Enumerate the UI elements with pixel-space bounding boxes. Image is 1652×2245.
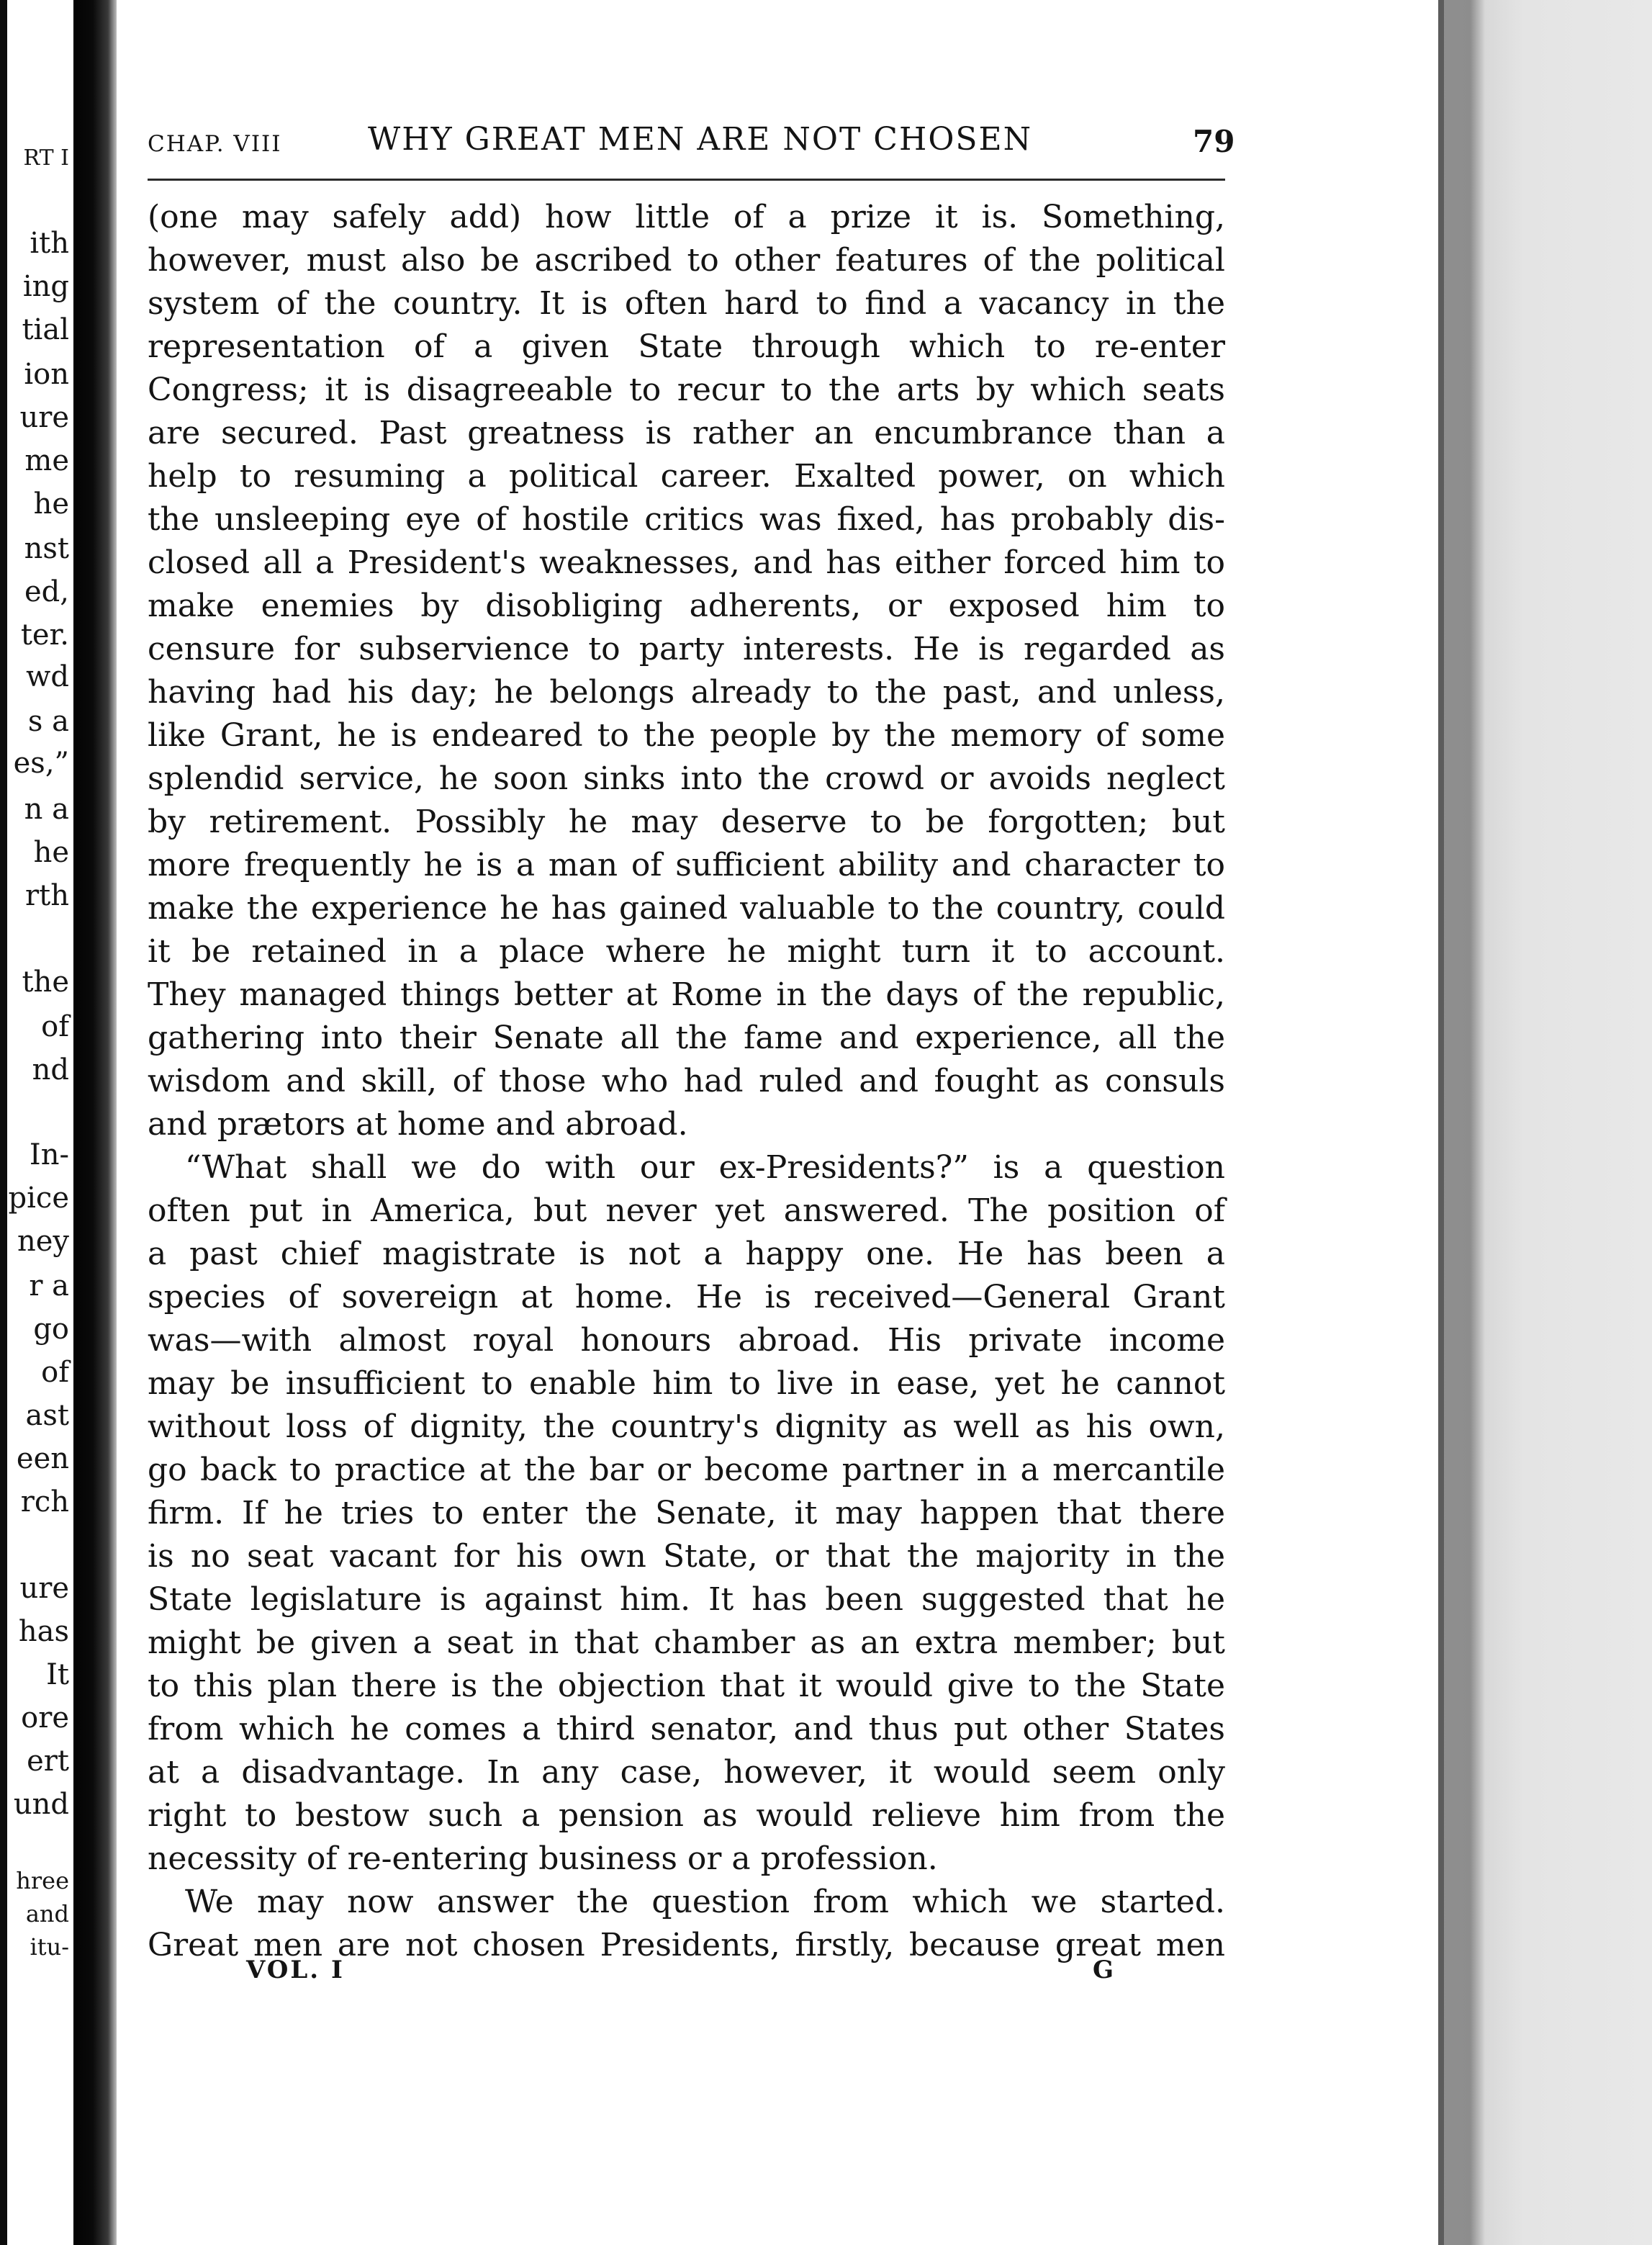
facing-page-fragment: of bbox=[41, 1356, 69, 1389]
facing-page-fragment: It bbox=[46, 1658, 69, 1691]
text-line: representation of a given State through which to re-enter bbox=[148, 328, 1225, 365]
text-line: more frequently he is a man of sufficient ability and character to bbox=[148, 847, 1225, 883]
text-line: help to resuming a political career. Exalted power, on which bbox=[148, 458, 1225, 495]
facing-page-fragment: and bbox=[25, 1900, 69, 1927]
facing-page-fragment: he bbox=[33, 836, 69, 869]
facing-page-fragment: ed, bbox=[24, 575, 69, 608]
volume-signature: VOL. I bbox=[246, 1956, 345, 1984]
facing-page-fragment: es,” bbox=[13, 747, 69, 780]
text-line: it be retained in a place where he might turn it to account. bbox=[148, 933, 1225, 970]
text-line: often put in America, but never yet answered. The position of bbox=[148, 1192, 1225, 1229]
text-line: might be given a seat in that chamber as an extra member; but bbox=[148, 1624, 1225, 1661]
text-line: splendid service, he soon sinks into the crowd or avoids neglect bbox=[148, 760, 1225, 797]
facing-page-fragment: of bbox=[41, 1010, 69, 1043]
text-line: make enemies by disobliging adherents, or exposed him to bbox=[148, 588, 1225, 624]
text-line: wisdom and skill, of those who had ruled and fought as consuls bbox=[148, 1063, 1225, 1099]
facing-page-fragment: go bbox=[33, 1313, 69, 1346]
text-line: right to bestow such a pension as would relieve him from the bbox=[148, 1797, 1225, 1834]
facing-page-fragment: rth bbox=[25, 879, 69, 912]
page-number: 79 bbox=[1193, 124, 1235, 159]
scan-right-margin bbox=[1438, 0, 1652, 2245]
facing-page-fragment: ert bbox=[27, 1745, 69, 1778]
facing-page-fragment: rch bbox=[20, 1485, 69, 1519]
facing-page-fragment: RT I bbox=[23, 145, 69, 171]
facing-page-fragment: ore bbox=[21, 1701, 69, 1735]
text-line: make the experience he has gained valuable to the country, could bbox=[148, 890, 1225, 927]
running-title: WHY GREAT MEN ARE NOT CHOSEN bbox=[368, 121, 1033, 158]
facing-page-fragment: ing bbox=[22, 270, 69, 303]
facing-page-fragment: nd bbox=[32, 1053, 69, 1086]
text-line: without loss of dignity, the country's dignity as well as his own, bbox=[148, 1408, 1225, 1445]
text-line: system of the country. It is often hard to find a vacancy in the bbox=[148, 285, 1225, 322]
text-line: necessity of re-entering business or a profession. bbox=[148, 1840, 938, 1877]
signature-mark: G bbox=[1093, 1956, 1114, 1984]
text-line: Great men are not chosen Presidents, firstly, because great men bbox=[148, 1927, 1225, 1963]
facing-page-fragment: wd bbox=[26, 660, 69, 693]
text-line: like Grant, he is endeared to the people by the memory of some bbox=[148, 717, 1225, 754]
header-rule bbox=[148, 179, 1225, 181]
facing-page-fragment: ast bbox=[25, 1399, 69, 1432]
facing-page-fragment: r a bbox=[29, 1269, 69, 1303]
facing-page-fragment: hree bbox=[16, 1867, 69, 1894]
facing-page-fragment: und bbox=[13, 1788, 69, 1821]
facing-page-fragment: nst bbox=[24, 532, 69, 565]
facing-page-fragment: ter. bbox=[20, 618, 69, 652]
facing-page-fragment: itu- bbox=[30, 1933, 69, 1961]
text-line: by retirement. Possibly he may deserve to be forgotten; but bbox=[148, 804, 1225, 840]
facing-page-fragment: ion bbox=[24, 358, 69, 391]
facing-page-fragment: has bbox=[18, 1615, 69, 1648]
facing-page-fragment: ure bbox=[19, 1572, 69, 1605]
text-line: and prætors at home and abroad. bbox=[148, 1106, 688, 1143]
text-line: censure for subservience to party interests. He is regarded as bbox=[148, 631, 1225, 667]
facing-page-fragment: he bbox=[33, 487, 69, 521]
book-gutter bbox=[73, 0, 117, 2245]
text-line: “What shall we do with our ex-Presidents?” is a question bbox=[185, 1149, 1225, 1186]
facing-page-fragment: tial bbox=[22, 313, 69, 346]
text-line: is no seat vacant for his own State, or that the majority in the bbox=[148, 1538, 1225, 1575]
text-line: Congress; it is disagreeable to recur to the arts by which seats bbox=[148, 372, 1225, 408]
facing-page-fragment: In- bbox=[29, 1138, 69, 1171]
text-line: may be insufficient to enable him to live in ease, yet he cannot bbox=[148, 1365, 1225, 1402]
text-line: a past chief magistrate is not a happy one. He has been a bbox=[148, 1236, 1225, 1272]
text-line: We may now answer the question from which we started. bbox=[185, 1884, 1225, 1920]
facing-page-fragment: s a bbox=[27, 705, 69, 738]
text-line: having had his day; he belongs already to the past, and unless, bbox=[148, 674, 1225, 711]
body-text bbox=[148, 196, 1225, 1967]
text-line: at a disadvantage. In any case, however, it would seem only bbox=[148, 1754, 1225, 1791]
text-line: gathering into their Senate all the fame and experience, all the bbox=[148, 1020, 1225, 1056]
text-line: go back to practice at the bar or become partner in a mercantile bbox=[148, 1452, 1225, 1488]
text-line: the unsleeping eye of hostile critics was fixed, has probably dis- bbox=[148, 501, 1225, 538]
running-header bbox=[148, 118, 1235, 161]
facing-page-fragment: the bbox=[22, 966, 69, 999]
scan-left-edge bbox=[0, 0, 7, 2245]
text-line: (one may safely add) how little of a prize it is. Something, bbox=[148, 199, 1225, 235]
facing-page-fragment: pice bbox=[8, 1182, 69, 1215]
text-line: to this plan there is the objection that it would give to the State bbox=[148, 1668, 1225, 1704]
facing-page-strip bbox=[7, 0, 73, 2245]
text-line: from which he comes a third senator, and thus put other States bbox=[148, 1711, 1225, 1747]
facing-page-fragment: n a bbox=[24, 793, 69, 826]
facing-page-fragment: een bbox=[16, 1442, 69, 1475]
facing-page-fragment: ith bbox=[30, 227, 69, 260]
text-line: State legislature is against him. It has been suggested that he bbox=[148, 1581, 1225, 1618]
text-line: are secured. Past greatness is rather an encumbrance than a bbox=[148, 415, 1225, 451]
text-line: firm. If he tries to enter the Senate, it may happen that there bbox=[148, 1495, 1225, 1531]
text-line: was—with almost royal honours abroad. His private income bbox=[148, 1322, 1225, 1359]
text-line: species of sovereign at home. He is received—General Grant bbox=[148, 1279, 1225, 1315]
facing-page-fragment: me bbox=[24, 444, 69, 477]
text-line: They managed things better at Rome in the days of the republic, bbox=[148, 976, 1225, 1013]
facing-page-fragment: ure bbox=[19, 401, 69, 434]
text-line: however, must also be ascribed to other features of the political bbox=[148, 242, 1225, 279]
facing-page-fragment: ney bbox=[17, 1225, 69, 1258]
page-edge-line bbox=[1438, 0, 1444, 2245]
chapter-label: CHAP. VIII bbox=[148, 131, 282, 157]
text-line: closed all a President's weaknesses, and has either forced him to bbox=[148, 544, 1225, 581]
